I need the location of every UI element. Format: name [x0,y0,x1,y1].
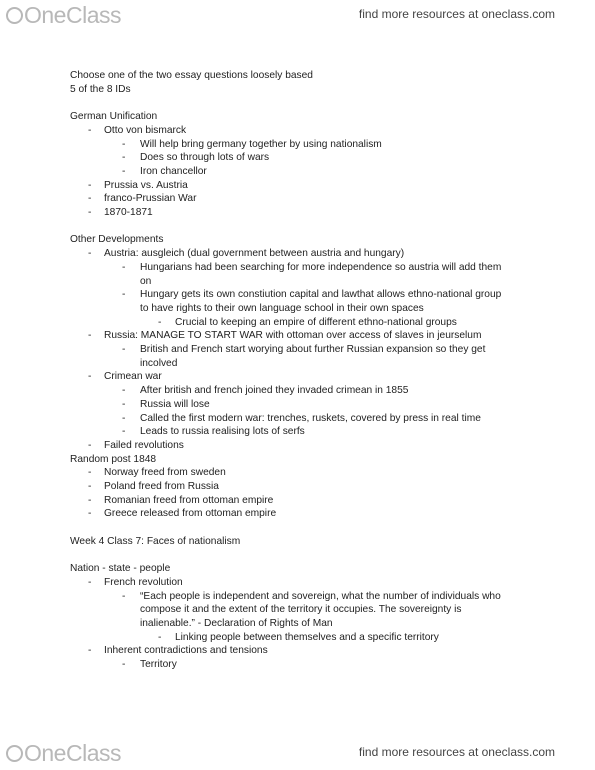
bullet-dash: - [88,371,92,382]
note-line: Russia: MANAGE TO START WAR with ottoman over access of slaves in jeurselum [104,330,482,341]
note-line: Failed revolutions [104,440,184,451]
note-line: Leads to russia realising lots of serfs [140,426,305,437]
bullet-dash: - [88,645,92,656]
note-line: Hungary gets its own constiution capital and lawthat allows ethno-national group [140,289,502,300]
oneclass-logo [6,2,121,28]
note-line: British and French start worying about further Russian expansion so they get [140,344,486,355]
oneclass-logo-footer [6,740,121,766]
note-line: franco-Prussian War [104,193,197,204]
note-line: “Each people is independent and sovereign, what the number of individuals who [140,591,501,602]
bullet-dash: - [88,440,92,451]
promo-link-top[interactable]: find more resources at oneclass.com [358,7,555,21]
bullet-dash: - [88,248,92,259]
bullet-dash: - [122,152,126,163]
note-line: Prussia vs. Austria [104,180,188,191]
bullet-dash: - [158,317,162,328]
bullet-dash: - [88,577,92,588]
brand-name: OneClass [24,2,121,28]
note-line: Linking people between themselves and a specific territory [175,632,439,643]
bullet-dash: - [122,591,126,602]
bullet-dash: - [88,495,92,506]
note-line: Called the first modern war: trenches, ruskets, covered by press in real time [140,413,481,424]
note-line: Territory [140,659,177,670]
note-line: Hungarians had been searching for more independence so austria will add them [140,262,502,273]
bullet-dash: - [88,207,92,218]
note-line: compose it and the extent of the territory it occupies. The sovereignty is [140,604,462,615]
note-line: Crimean war [104,371,162,382]
bullet-dash: - [88,467,92,478]
note-line: on [140,276,152,287]
note-line: Week 4 Class 7: Faces of nationalism [70,536,241,547]
bullet-dash: - [122,344,126,355]
bullet-dash: - [122,262,126,273]
bullet-dash: - [122,659,126,670]
note-line: Russia will lose [140,399,210,410]
bullet-dash: - [122,413,126,424]
note-line: Does so through lots of wars [140,152,270,163]
bullet-dash: - [122,399,126,410]
bullet-dash: - [88,481,92,492]
note-line: Random post 1848 [70,454,157,465]
note-line: Choose one of the two essay questions loosely based [70,70,313,81]
note-line: Otto von bismarck [104,125,187,136]
note-line: to have rights to their own language school in their own spaces [140,303,424,314]
oneclass-logo-icon [6,2,121,28]
note-line: 1870-1871 [104,207,153,218]
note-line: 5 of the 8 IDs [70,84,131,95]
note-line: incolved [140,358,178,369]
note-line: Austria: ausgleich (dual government between austria and hungary) [104,248,405,259]
note-line: Nation - state - people [70,563,171,574]
note-line: Will help bring germany together by using nationalism [140,139,382,150]
note-line: Poland freed from Russia [104,481,219,492]
note-line: French revolution [104,577,183,588]
note-line: Romanian freed from ottoman empire [104,495,274,506]
note-line: Inherent contradictions and tensions [104,645,268,656]
bullet-dash: - [158,632,162,643]
note-line: Other Developments [70,234,164,245]
promo-link-bottom[interactable]: find more resources at oneclass.com [358,745,555,759]
note-line: Iron chancellor [140,166,207,177]
bullet-dash: - [88,508,92,519]
note-line: Norway freed from sweden [104,467,226,478]
bullet-dash: - [122,139,126,150]
bullet-dash: - [88,180,92,191]
oneclass-logo-icon [6,740,121,766]
note-line: inalienable.” - Declaration of Rights of Man [140,618,333,629]
bullet-dash: - [88,125,92,136]
bullet-dash: - [122,166,126,177]
bullet-dash: - [88,193,92,204]
note-line: German Unification [70,111,158,122]
bullet-dash: - [122,426,126,437]
bullet-dash: - [122,289,126,300]
bullet-dash: - [88,330,92,341]
brand-name: OneClass [24,740,121,766]
note-line: After british and french joined they invaded crimean in 1855 [140,385,409,396]
note-line: Crucial to keeping an empire of different ethno-national groups [175,317,457,328]
bullet-dash: - [122,385,126,396]
note-line: Greece released from ottoman empire [104,508,277,519]
